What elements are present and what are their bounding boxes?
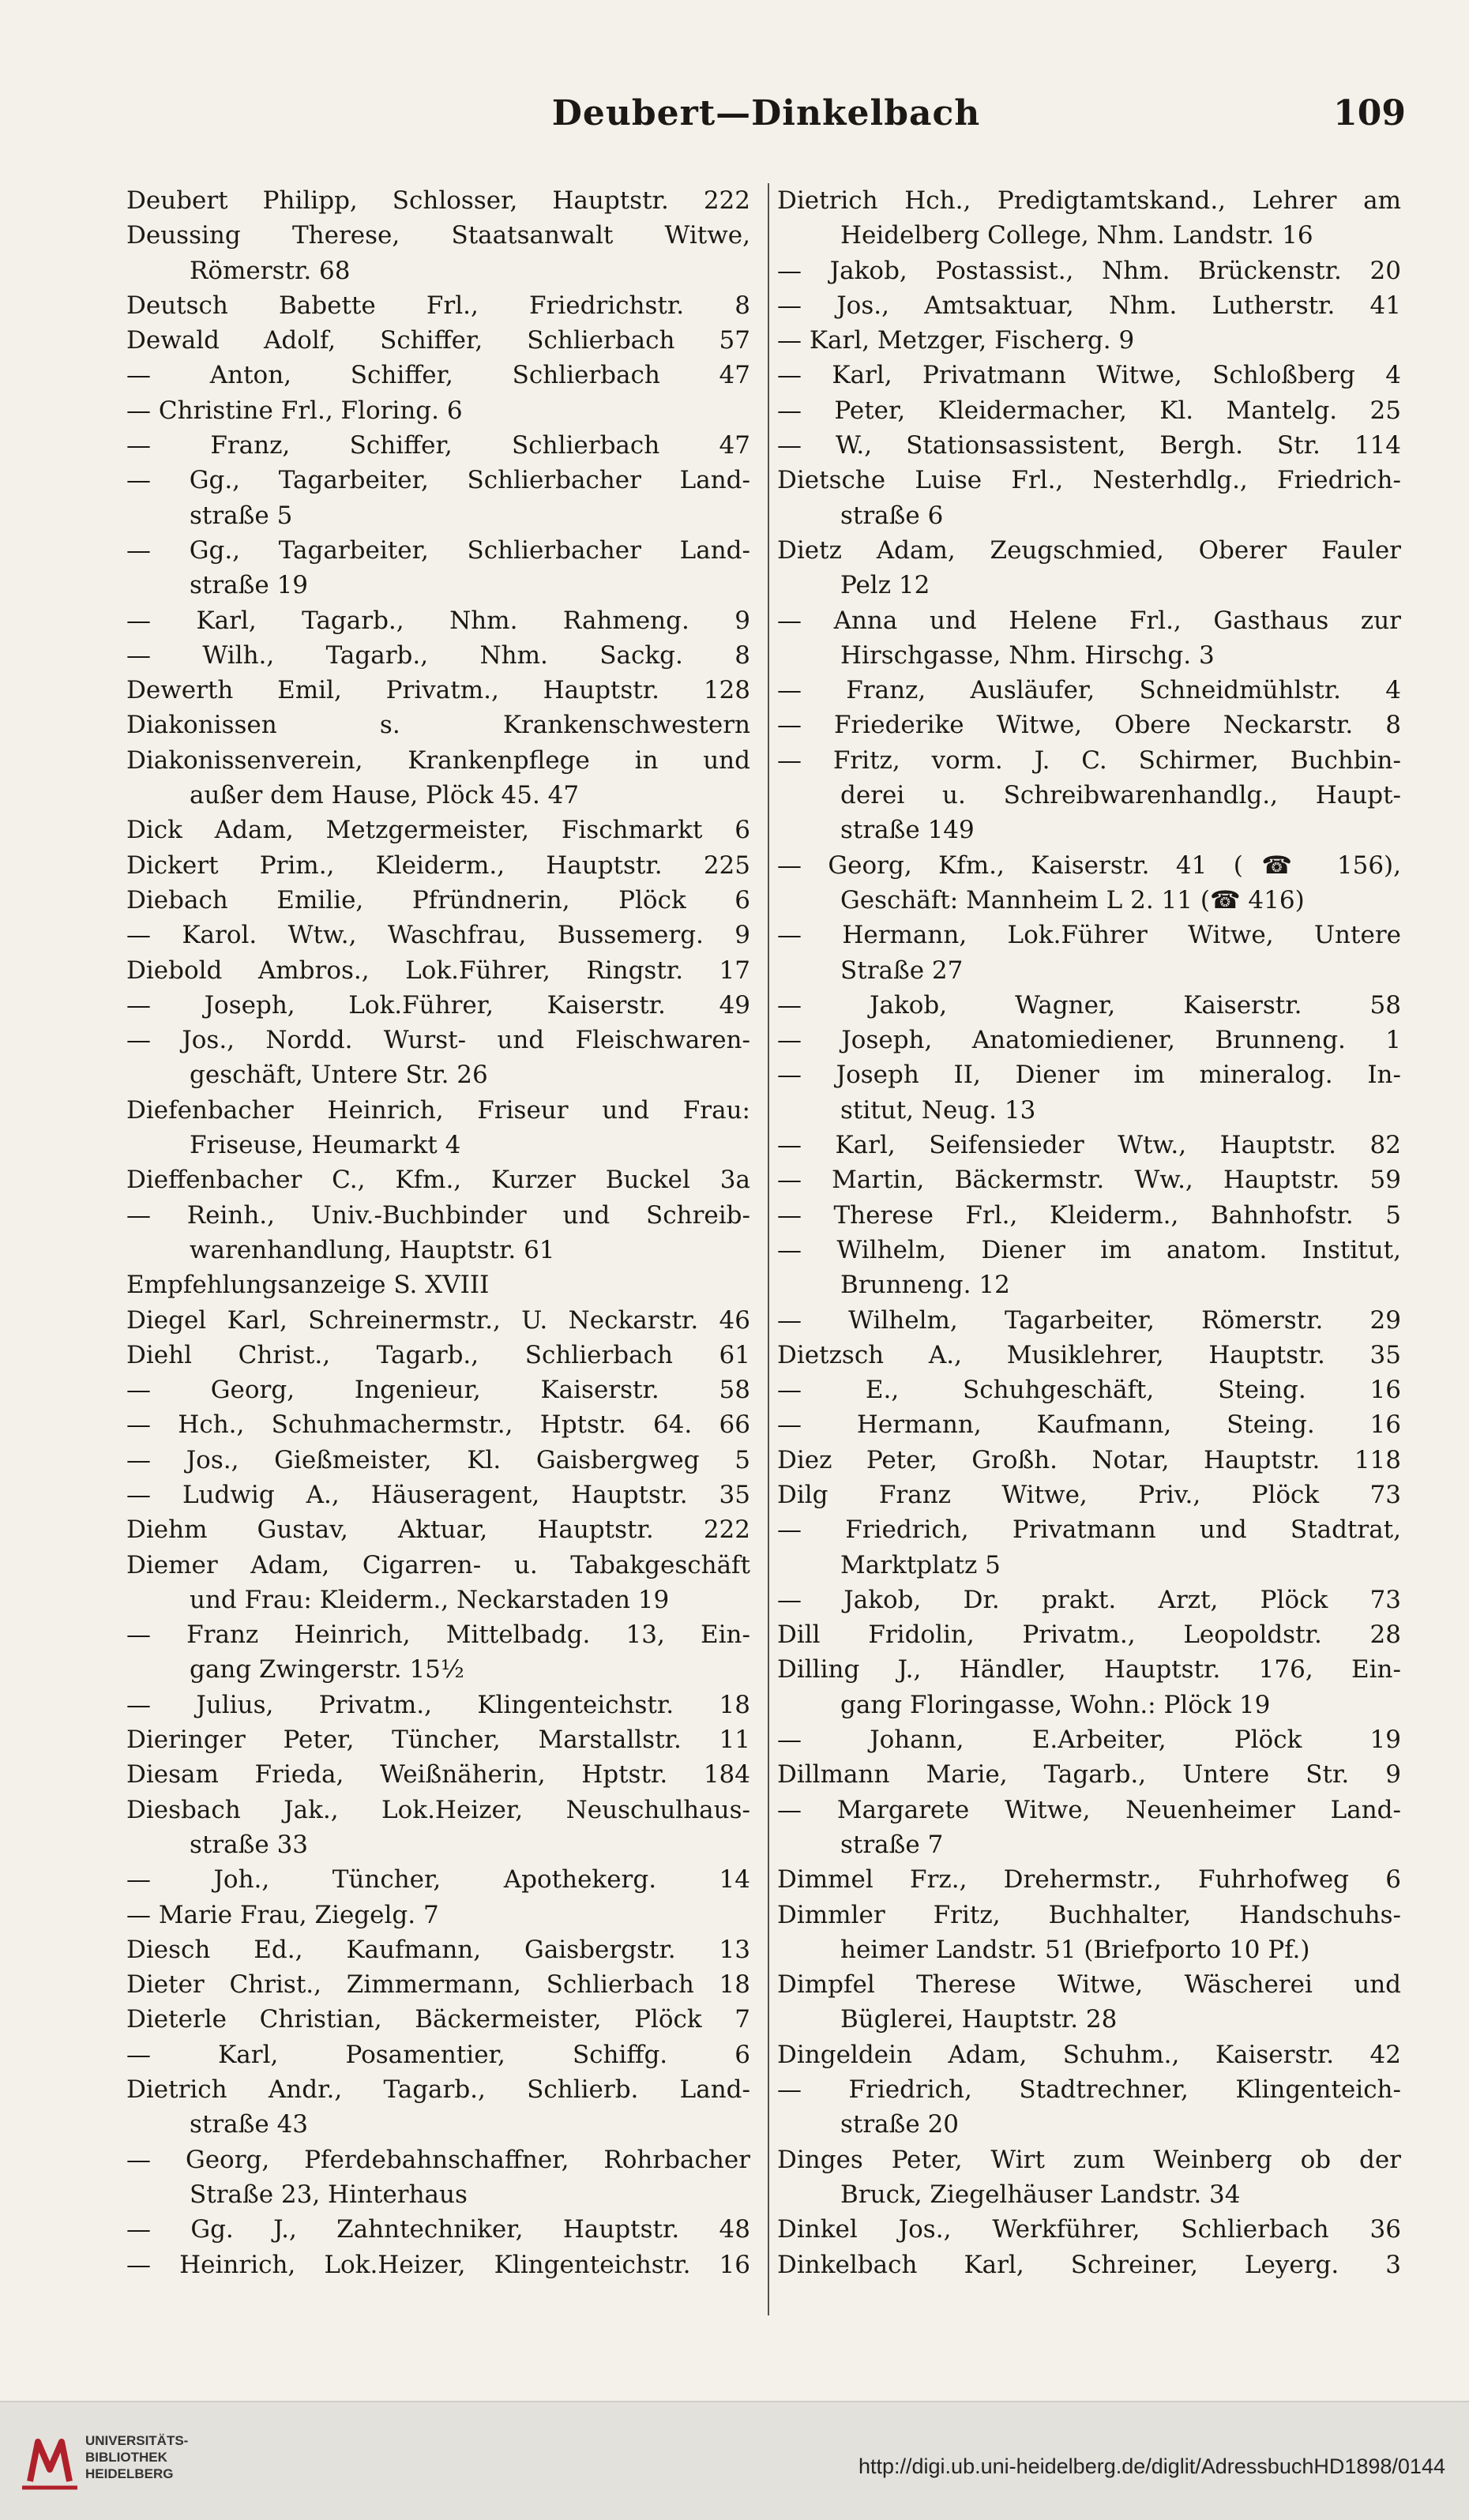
directory-line: Heidelberg College, Nhm. Landstr. 16: [840, 221, 1313, 250]
directory-line: Römerstr. 68: [190, 256, 351, 285]
directory-line: Dickert Prim., Kleiderm., Hauptstr. 225: [126, 851, 750, 880]
directory-line: — Friederike Witwe, Obere Neckarstr. 8: [777, 711, 1401, 740]
directory-line: — Fritz, vorm. J. C. Schirmer, Buchbin-: [777, 745, 1401, 775]
directory-line: Deutsch Babette Frl., Friedrichstr. 8: [126, 291, 750, 320]
directory-line: und Frau: Kleiderm., Neckarstaden 19: [190, 1585, 670, 1614]
directory-line: — Marie Frau, Ziegelg. 7: [126, 1900, 439, 1929]
directory-line: Dillmann Marie, Tagarb., Untere Str. 9: [777, 1760, 1401, 1790]
directory-line: Hirschgasse, Nhm. Hirschg. 3: [840, 640, 1215, 670]
directory-line: — Peter, Kleidermacher, Kl. Mantelg. 25: [777, 396, 1401, 425]
directory-line: — Joseph, Anatomiediener, Brunneng. 1: [777, 1026, 1401, 1055]
directory-line: — Gg., Tagarbeiter, Schlierbacher Land-: [126, 466, 750, 495]
directory-line: — Heinrich, Lok.Heizer, Klingenteichstr. 16: [126, 2250, 750, 2279]
directory-line: Dietrich Hch., Predigtamtskand., Lehrer am: [777, 186, 1401, 215]
directory-line: Büglerei, Hauptstr. 28: [840, 2005, 1118, 2034]
directory-line: Dilg Franz Witwe, Priv., Plöck 73: [777, 1480, 1401, 1509]
directory-line: Diefenbacher Heinrich, Friseur und Frau:: [126, 1095, 750, 1125]
directory-line: stitut, Neug. 13: [840, 1095, 1036, 1125]
directory-line: — Georg, Ingenieur, Kaiserstr. 58: [126, 1376, 750, 1405]
directory-line: Dimmler Fritz, Buchhalter, Handschuhs-: [777, 1900, 1401, 1929]
directory-line: — Franz, Schiffer, Schlierbach 47: [126, 431, 750, 460]
directory-line: Dinkelbach Karl, Schreiner, Leyerg. 3: [777, 2250, 1401, 2279]
directory-line: Diesbach Jak., Lok.Heizer, Neuschulhaus-: [126, 1795, 750, 1824]
directory-line: — Wilhelm, Diener im anatom. Institut,: [777, 1235, 1401, 1264]
directory-line: — Hermann, Kaufmann, Steing. 16: [777, 1410, 1401, 1440]
directory-line: Straße 23, Hinterhaus: [190, 2180, 468, 2209]
directory-line: — Karl, Privatmann Witwe, Schloßberg 4: [777, 361, 1401, 390]
directory-line: Dietzsch A., Musiklehrer, Hauptstr. 35: [777, 1340, 1401, 1369]
library-line-1: UNIVERSITÄTS-: [85, 2433, 189, 2448]
directory-line: Deubert Philipp, Schlosser, Hauptstr. 222: [126, 186, 750, 215]
directory-line: — W., Stationsassistent, Bergh. Str. 114: [777, 431, 1401, 460]
directory-line: — Franz, Ausläufer, Schneidmühlstr. 4: [777, 676, 1401, 705]
column-divider: [768, 183, 769, 2315]
directory-line: Diesam Frieda, Weißnäherin, Hptstr. 184: [126, 1760, 750, 1790]
directory-line: — Julius, Privatm., Klingenteichstr. 18: [126, 1690, 750, 1719]
directory-line: — Gg., Tagarbeiter, Schlierbacher Land-: [126, 535, 750, 565]
directory-line: Dieterle Christian, Bäckermeister, Plöck 7: [126, 2005, 750, 2034]
directory-line: Diakonissen s. Krankenschwestern: [126, 711, 750, 740]
directory-line: — Jakob, Postassist., Nhm. Brückenstr. 20: [777, 256, 1401, 285]
directory-line: — Ludwig A., Häuseragent, Hauptstr. 35: [126, 1480, 750, 1509]
directory-line: — Karol. Wtw., Waschfrau, Bussemerg. 9: [126, 921, 750, 950]
library-name: [85, 2432, 188, 2482]
directory-line: Dietrich Andr., Tagarb., Schlierb. Land-: [126, 2075, 750, 2105]
directory-line: Diehl Christ., Tagarb., Schlierbach 61: [126, 1340, 750, 1369]
directory-line: Diakonissenverein, Krankenpflege in und: [126, 745, 750, 775]
directory-line: geschäft, Untere Str. 26: [190, 1061, 488, 1090]
library-line-3: HEIDELBERG: [85, 2466, 174, 2481]
directory-line: Marktplatz 5: [840, 1550, 1001, 1579]
directory-line: derei u. Schreibwarenhandlg., Haupt-: [840, 781, 1401, 810]
directory-line: — Karl, Metzger, Fischerg. 9: [777, 326, 1135, 355]
directory-line: Dewerth Emil, Privatm., Hauptstr. 128: [126, 676, 750, 705]
source-url-link[interactable]: http://digi.ub.uni-heidelberg.de/diglit/AdressbuchHD1898/0144: [858, 2454, 1445, 2478]
directory-line: Dieter Christ., Zimmermann, Schlierbach 18: [126, 1970, 750, 2000]
left-column: [126, 183, 750, 2282]
directory-line: — Wilh., Tagarb., Nhm. Sackg. 8: [126, 640, 750, 670]
directory-line: Straße 27: [840, 956, 964, 985]
directory-line: — Joseph, Lok.Führer, Kaiserstr. 49: [126, 990, 750, 1020]
directory-line: — Karl, Seifensieder Wtw., Hauptstr. 82: [777, 1131, 1401, 1160]
viewer-footer: [0, 2401, 1469, 2520]
directory-line: Diesch Ed., Kaufmann, Gaisbergstr. 13: [126, 1935, 750, 1964]
directory-line: — Christine Frl., Floring. 6: [126, 396, 463, 425]
directory-line: — Friedrich, Stadtrechner, Klingenteich-: [777, 2075, 1401, 2105]
directory-line: Diemer Adam, Cigarren- u. Tabakgeschäft: [126, 1550, 750, 1579]
directory-line: Geschäft: Mannheim L 2. 11 (☎ 416): [840, 885, 1305, 914]
directory-line: — Gg. J., Zahntechniker, Hauptstr. 48: [126, 2215, 750, 2244]
directory-line: — Martin, Bäckermstr. Ww., Hauptstr. 59: [777, 1166, 1401, 1195]
directory-line: Dingeldein Adam, Schuhm., Kaiserstr. 42: [777, 2040, 1401, 2069]
library-line-2: BIBLIOTHEK: [85, 2450, 167, 2465]
directory-line: — Friedrich, Privatmann und Stadtrat,: [777, 1515, 1401, 1545]
page-number: 109: [1333, 93, 1406, 133]
directory-line: — Therese Frl., Kleiderm., Bahnhofstr. 5: [777, 1200, 1401, 1230]
directory-line: gang Zwingerstr. 15½: [190, 1655, 464, 1684]
directory-line: außer dem Hause, Plöck 45. 47: [190, 781, 580, 810]
directory-line: Bruck, Ziegelhäuser Landstr. 34: [840, 2180, 1241, 2209]
directory-line: Pelz 12: [840, 571, 930, 600]
directory-line: — Wilhelm, Tagarbeiter, Römerstr. 29: [777, 1305, 1401, 1335]
directory-line: Diegel Karl, Schreinermstr., U. Neckarstr. 46: [126, 1305, 750, 1335]
directory-line: Dietsche Luise Frl., Nesterhdlg., Friedrich-: [777, 466, 1401, 495]
university-seal-icon: [14, 2426, 85, 2497]
directory-line: — Reinh., Univ.-Buchbinder und Schreib-: [126, 1200, 750, 1230]
directory-line: straße 5: [190, 501, 293, 530]
directory-line: straße 6: [840, 501, 944, 530]
directory-line: Dieffenbacher C., Kfm., Kurzer Buckel 3a: [126, 1166, 750, 1195]
directory-line: Friseuse, Heumarkt 4: [190, 1131, 461, 1160]
directory-line: — Joseph II, Diener im mineralog. In-: [777, 1061, 1401, 1090]
directory-line: — E., Schuhgeschäft, Steing. 16: [777, 1376, 1401, 1405]
directory-line: heimer Landstr. 51 (Briefporto 10 Pf.): [840, 1935, 1310, 1964]
directory-line: Dinges Peter, Wirt zum Weinberg ob der: [777, 2145, 1401, 2174]
directory-line: — Jos., Nordd. Wurst- und Fleischwaren-: [126, 1026, 750, 1055]
directory-line: straße 20: [840, 2110, 960, 2139]
directory-line: straße 33: [190, 1830, 309, 1859]
directory-line: — Jos., Gießmeister, Kl. Gaisbergweg 5: [126, 1445, 750, 1474]
directory-line: Diez Peter, Großh. Notar, Hauptstr. 118: [777, 1445, 1401, 1474]
directory-line: — Franz Heinrich, Mittelbadg. 13, Ein-: [126, 1621, 750, 1650]
directory-line: Diehm Gustav, Aktuar, Hauptstr. 222: [126, 1515, 750, 1545]
directory-line: Empfehlungsanzeige S. XVIII: [126, 1271, 490, 1300]
directory-line: straße 43: [190, 2110, 309, 2139]
directory-line: — Hermann, Lok.Führer Witwe, Untere: [777, 921, 1401, 950]
directory-line: — Joh., Tüncher, Apothekerg. 14: [126, 1865, 750, 1895]
directory-line: — Jakob, Dr. prakt. Arzt, Plöck 73: [777, 1585, 1401, 1614]
directory-line: — Johann, E.Arbeiter, Plöck 19: [777, 1726, 1401, 1755]
directory-line: straße 7: [840, 1830, 944, 1859]
directory-line: Deussing Therese, Staatsanwalt Witwe,: [126, 221, 750, 250]
directory-line: gang Floringasse, Wohn.: Plöck 19: [840, 1690, 1271, 1719]
directory-line: — Jos., Amtsaktuar, Nhm. Lutherstr. 41: [777, 291, 1401, 320]
right-column: [777, 183, 1401, 2282]
directory-line: — Georg, Pferdebahnschaffner, Rohrbacher: [126, 2145, 750, 2174]
directory-line: Dieringer Peter, Tüncher, Marstallstr. 11: [126, 1726, 750, 1755]
running-title: Deubert—Dinkelbach: [551, 93, 981, 133]
directory-line: Dietz Adam, Zeugschmied, Oberer Fauler: [777, 535, 1401, 565]
directory-line: — Margarete Witwe, Neuenheimer Land-: [777, 1795, 1401, 1824]
directory-line: — Hch., Schuhmachermstr., Hptstr. 64. 66: [126, 1410, 750, 1440]
directory-line: straße 19: [190, 571, 309, 600]
directory-line: Dimmel Frz., Drehermstr., Fuhrhofweg 6: [777, 1865, 1401, 1895]
directory-line: Diebold Ambros., Lok.Führer, Ringstr. 17: [126, 956, 750, 985]
directory-line: — Georg, Kfm., Kaiserstr. 41 (☎ 156),: [777, 851, 1401, 880]
directory-line: Dinkel Jos., Werkführer, Schlierbach 36: [777, 2215, 1401, 2244]
directory-line: — Anton, Schiffer, Schlierbach 47: [126, 361, 750, 390]
directory-line: Brunneng. 12: [840, 1271, 1010, 1300]
directory-line: — Jakob, Wagner, Kaiserstr. 58: [777, 990, 1401, 1020]
directory-line: Dill Fridolin, Privatm., Leopoldstr. 28: [777, 1621, 1401, 1650]
directory-line: — Anna und Helene Frl., Gasthaus zur: [777, 606, 1401, 635]
directory-line: Diebach Emilie, Pfründnerin, Plöck 6: [126, 885, 750, 914]
directory-line: straße 149: [840, 816, 975, 845]
page-header: [126, 93, 1406, 141]
directory-line: Dewald Adolf, Schiffer, Schlierbach 57: [126, 326, 750, 355]
directory-line: Dimpfel Therese Witwe, Wäscherei und: [777, 1970, 1401, 2000]
directory-line: — Karl, Posamentier, Schiffg. 6: [126, 2040, 750, 2069]
directory-line: warenhandlung, Hauptstr. 61: [190, 1235, 555, 1264]
directory-line: — Karl, Tagarb., Nhm. Rahmeng. 9: [126, 606, 750, 635]
directory-line: Dick Adam, Metzgermeister, Fischmarkt 6: [126, 816, 750, 845]
directory-line: Dilling J., Händler, Hauptstr. 176, Ein-: [777, 1655, 1401, 1684]
